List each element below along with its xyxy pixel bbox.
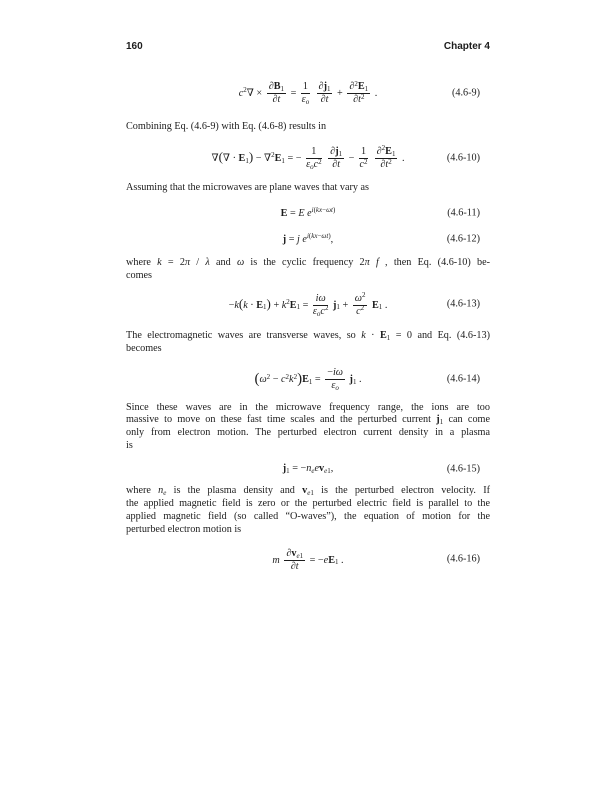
equation-number: (4.6-9) — [451, 87, 480, 99]
paragraph-where-ne: where $n_e$ is the plasma density and $v_{e1}$ is the perturbed electron velocity. If the applied magnetic field is zero or the perturbed electric field is parallel to the applied magnetic field (so called “O-waves”), the equation of motion for the perturbed electron motion is — [126, 485, 490, 535]
page-header — [126, 42, 490, 52]
equation-4-6-11 — [126, 208, 490, 221]
paragraph-transverse: The electromagnetic waves are transverse waves, so $k \cdot E_1 = 0$ and Eq. (4.6-13) becomes — [126, 329, 490, 354]
equation-4-6-13 — [126, 293, 490, 318]
paragraph-where-k: where k = 2π / λ and ω is the cyclic frequency 2π f , then Eq. (4.6-10) be- comes — [126, 256, 491, 281]
paragraph-combining: Combining Eq. (4.6-9) with Eq. (4.6-8) results in — [126, 121, 327, 133]
paragraph-assuming: Assuming that the microwaves are plane waves that vary as — [126, 182, 370, 194]
equation-math: j = j $e^{i(kx-\omega t)}$, — [282, 232, 334, 245]
equation-math: $(\omega^2 - c^2k^2)E_1$ = $\frac{-i\omega}{\varepsilon_o}$ $j_1$ . — [254, 367, 362, 393]
equation-4-6-10 — [126, 146, 490, 171]
equation-4-6-12 — [126, 234, 490, 247]
equation-number: (4.6-10) — [446, 152, 480, 164]
equation-4-6-9 — [126, 81, 490, 106]
page-number: 160 — [126, 41, 143, 52]
equation-number: (4.6-13) — [446, 298, 480, 310]
text-column — [126, 75, 490, 573]
equation-math: m $\frac{\partial v_{e1}}{\partial t}$ = $-eE_1$ . — [272, 547, 344, 572]
equation-math: ∇(∇ · $E_1) - \nabla^2E_1$ = − $\frac{1}{\varepsilon_oc^2}$ $\frac{\partial j_1}{\partial t}$ − $\frac{1}{c^2}$ $\frac{\partial^2E_1}{\partial t^2}$ . — [211, 144, 405, 171]
equation-math: $c^2\nabla$ × $\frac{\partial B_1}{\partial t}$ = $\frac{1}{\varepsilon_o}$ $\frac{\partial j_1}{\partial t}$ + $\frac{\partial^2E_1}{\partial t^2}$ . — [238, 79, 378, 106]
equation-4-6-14 — [126, 367, 490, 392]
equation-math: E = E $e^{i(kx-\omega t)}$ — [280, 206, 336, 219]
equation-number: (4.6-12) — [446, 233, 480, 245]
equation-number: (4.6-15) — [446, 463, 480, 475]
paragraph-since-waves: Since these waves are in the microwave frequency range, the ions are too massive to move on these fast time scales and the perturbed current $j_1$ can come only from electron motion. The perturbed electron current density in a plasma is — [126, 401, 490, 452]
equation-number: (4.6-16) — [446, 553, 480, 565]
equation-4-6-15 — [126, 463, 490, 476]
equation-math: $-k(k \cdot E_1) + k^2E_1$ = $\frac{i\omega}{\varepsilon_oc^2}$ $j_1$ + $\frac{\omega^2}{c^2}$ $E_1$ . — [228, 291, 388, 318]
equation-4-6-16 — [126, 548, 490, 573]
equation-math: $j_1 = -n_eev_{e1}$, — [282, 463, 334, 476]
equation-number: (4.6-14) — [446, 373, 480, 385]
equation-number: (4.6-11) — [447, 207, 480, 219]
chapter-label: Chapter 4 — [443, 41, 490, 52]
